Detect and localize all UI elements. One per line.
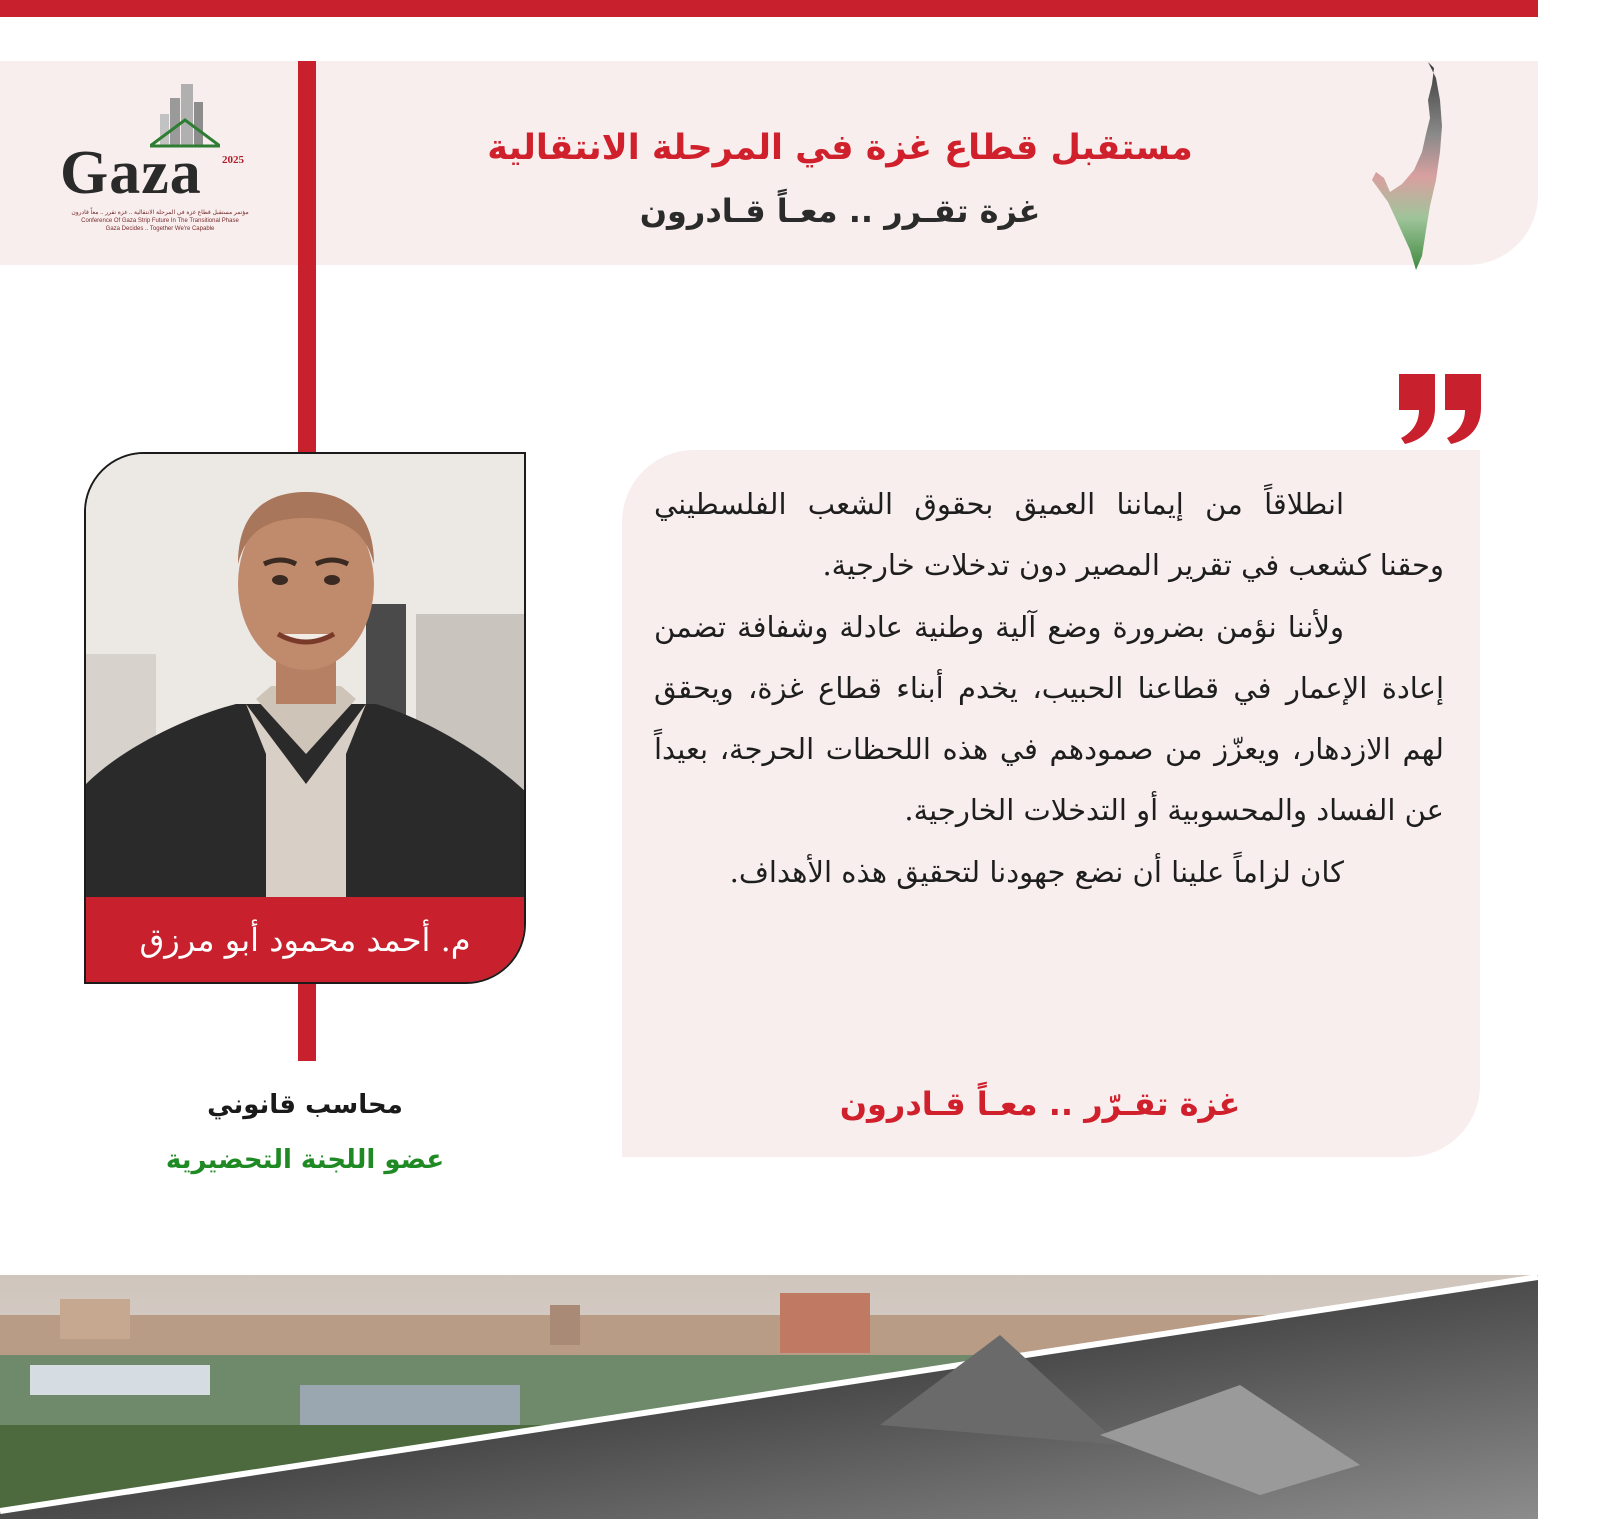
logo-caption-ar: مؤتمر مستقبل قطاع غزة في المرحلة الانتقالية .. غزة تقرر .. معاً قادرون — [71, 210, 249, 216]
gaza-city-panorama — [0, 1275, 1538, 1519]
person-committee: عضو اللجنة التحضيرية — [165, 1145, 445, 1175]
conference-logo — [50, 78, 270, 238]
person-name: م. أحمد محمود أبو مرزق — [139, 920, 471, 959]
page-title: مستقبل قطاع غزة في المرحلة الانتقالية — [487, 128, 1193, 168]
palestine-map-icon — [1370, 60, 1460, 272]
logo-caption-en-2: Gaza Decides .. Together We're Capable — [105, 226, 215, 232]
quote-body — [654, 474, 1444, 903]
person-role: محاسب قانوني — [207, 1090, 403, 1120]
top-accent-bar — [0, 0, 1538, 17]
quote-paragraph: انطلاقاً من إيماننا العميق بحقوق الشعب الفلسطيني وحقنا كشعب في تقرير المصير دون تدخلات خارجية. — [654, 487, 1444, 583]
logo-year: 2025 — [222, 154, 244, 166]
portrait-frame — [84, 452, 526, 984]
quote-paragraph: كان لزاماً علينا أن نضع جهودنا لتحقيق هذه الأهداف. — [729, 854, 1344, 889]
quote-tagline: غزة تقـرّر .. معـاً قـادرون — [839, 1085, 1241, 1123]
logo-caption — [50, 209, 270, 233]
page-subtitle: غزة تقـرر .. معـاً قـادرون — [639, 192, 1041, 230]
quote-paragraph: ولأننا نؤمن بضرورة وضع آلية وطنية عادلة وشفافة تضمن إعادة الإعمار في قطاعنا الحبيب، يخدم أبناء قطاع غزة، ويحقق لهم الازدهار، ويعزّز من صمودهم في هذه اللحظات الحرجة، بعيداً عن الفساد والمحسوبية أو التدخلات الخارجية. — [654, 609, 1444, 828]
logo-wordmark: Gaza — [60, 139, 202, 207]
quote-mark-icon — [1395, 372, 1487, 446]
logo-caption-en-1: Conference Of Gaza Strip Future In The Transitional Phase — [81, 218, 239, 224]
name-plate — [86, 897, 524, 982]
